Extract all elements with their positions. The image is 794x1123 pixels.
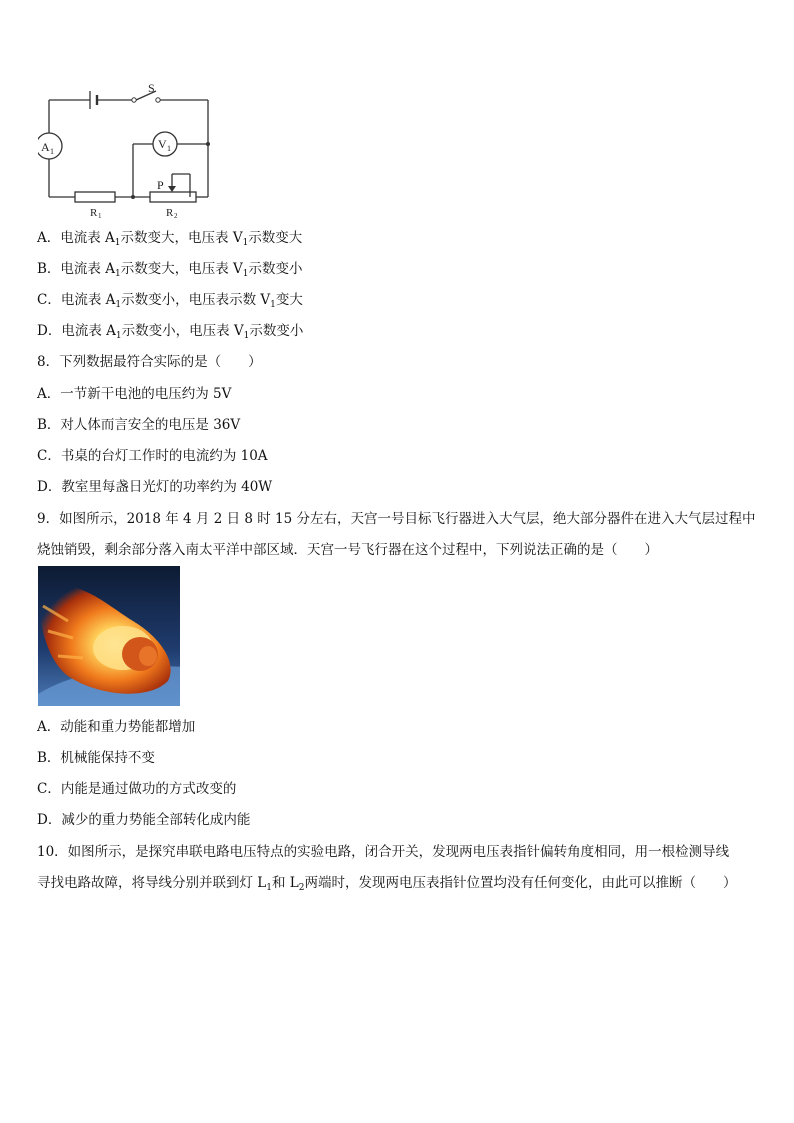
switch-pivot bbox=[132, 98, 136, 102]
q7-option-d: D．电流表 $A_1$示数变小，电压表 $V_1$示数变小 bbox=[37, 323, 304, 341]
r2-sub: 2 bbox=[174, 212, 178, 220]
r1-sub: 1 bbox=[98, 212, 102, 220]
q9-stem-line1: 9．如图所示，2018 年 4 月 2 日 8 时 15 分左右，天宫一号目标飞行器进入大气层，绝大部分器件在进入大气层过程中 bbox=[37, 511, 756, 527]
slider-arrowhead bbox=[168, 186, 176, 192]
rheostat-r2 bbox=[150, 192, 196, 202]
junction-dot-bottom bbox=[131, 195, 135, 199]
spacecraft-nose bbox=[139, 646, 157, 666]
q9-option-c: C．内能是通过做功的方式改变的 bbox=[37, 781, 237, 797]
q7-option-c: C．电流表 $A_1$示数变小，电压表示数 $V_1$变大 bbox=[37, 292, 303, 310]
q8-option-c: C．书桌的台灯工作时的电流约为 10A bbox=[37, 448, 268, 464]
q8-option-b: B．对人体而言安全的电压是 36V bbox=[37, 417, 241, 433]
r2-label: R bbox=[166, 207, 174, 219]
voltmeter-sub: 1 bbox=[167, 144, 171, 153]
voltmeter-label: V bbox=[158, 137, 167, 151]
switch-contact bbox=[156, 98, 160, 102]
spacecraft-reentry-photo bbox=[38, 566, 180, 706]
q9-option-a: A．动能和重力势能都增加 bbox=[37, 719, 196, 735]
q8-option-d: D．教室里每盏日光灯的功率约为 40W bbox=[37, 479, 273, 495]
circuit-diagram bbox=[38, 82, 218, 220]
q10-stem-line1: 10．如图所示，是探究串联电路电压特点的实验电路，闭合开关，发现两电压表指针偏转角度相同，用一根检测导线 bbox=[37, 844, 730, 860]
junction-dot-right bbox=[206, 142, 210, 146]
r1-label: R bbox=[90, 207, 98, 219]
switch-label: S bbox=[148, 82, 155, 95]
q8-stem: 8．下列数据最符合实际的是（ ） bbox=[37, 354, 262, 370]
q10-stem-line2: 寻找电路故障，将导线分别并联到灯 $L_1$和 $L_2$两端时，发现两电压表指针位置均没有任何变化，由此可以推断（ ） bbox=[37, 875, 737, 893]
ammeter-label: A bbox=[41, 140, 50, 154]
q8-option-a: A．一节新干电池的电压约为 5V bbox=[37, 386, 232, 402]
q7-option-a: A．电流表 $A_1$示数变大，电压表 $V_1$示数变大 bbox=[37, 230, 303, 248]
q9-stem-line2: 烧蚀销毁，剩余部分落入南太平洋中部区域．天宫一号飞行器在这个过程中，下列说法正确的是（ ） bbox=[37, 542, 658, 558]
ammeter-sub: 1 bbox=[50, 147, 54, 156]
resistor-r1 bbox=[75, 192, 115, 202]
q9-option-b: B．机械能保持不变 bbox=[37, 750, 155, 766]
slider-label: P bbox=[157, 178, 164, 192]
q7-option-b: B．电流表 $A_1$示数变大，电压表 $V_1$示数变小 bbox=[37, 261, 303, 279]
q9-option-d: D．减少的重力势能全部转化成内能 bbox=[37, 812, 251, 828]
